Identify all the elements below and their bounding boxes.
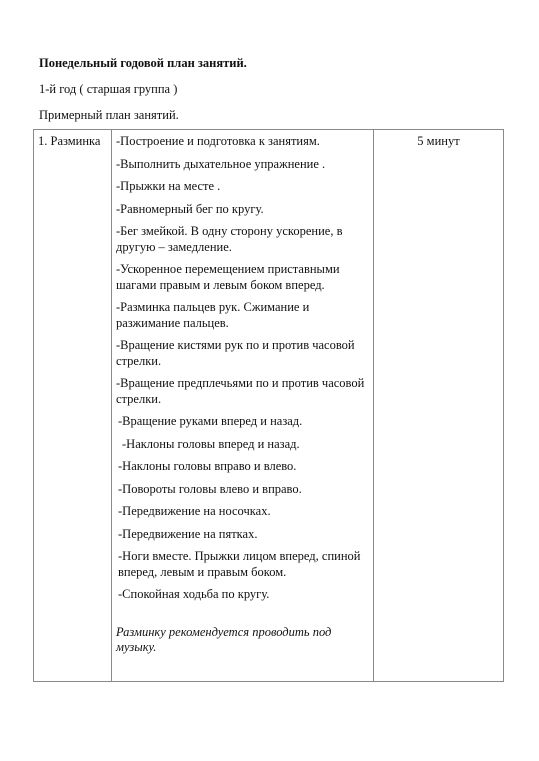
duration-cell: 5 минут (374, 130, 504, 682)
exercise-item: -Наклоны головы вперед и назад. (122, 436, 300, 451)
exercise-list-cell (112, 130, 374, 682)
plan-table (33, 129, 504, 682)
exercise-item: -Разминка пальцев рук. Сжимание и разжимание пальцев. (116, 300, 310, 330)
table-row (34, 130, 504, 682)
exercise-item: -Передвижение на носочках. (118, 504, 271, 518)
exercise-item: -Ускоренное перемещением приставными шагами правым и левым боком вперед. (116, 262, 340, 292)
plan-label: Примерный план занятий. (39, 108, 179, 122)
exercise-item: -Равномерный бег по кругу. (116, 201, 264, 216)
exercise-item: -Повороты головы влево и вправо. (118, 481, 302, 496)
exercise-item: -Вращение кистями рук по и против часовой стрелки. (116, 338, 355, 368)
exercise-item: -Построение и подготовка к занятиям. (116, 134, 320, 148)
exercise-item: -Наклоны головы вправо и влево. (118, 459, 297, 473)
exercise-item: -Спокойная ходьба по кругу. (118, 587, 270, 601)
section-name-cell: 1. Разминка (34, 130, 112, 682)
exercise-item: -Передвижение на пятках. (118, 526, 258, 541)
exercise-item: -Бег змейкой. В одну сторону ускорение, в другую – замедление. (116, 224, 343, 254)
exercise-item: -Ноги вместе. Прыжки лицом вперед, спиной вперед, левым и правым боком. (118, 549, 361, 579)
exercise-item: -Вращение руками вперед и назад. (118, 414, 303, 428)
exercise-item: -Выполнить дыхательное упражнение . (116, 156, 326, 171)
exercise-item: -Вращение предплечьями по и против часовой стрелки. (116, 376, 365, 406)
group-subtitle: 1-й год ( старшая группа ) (39, 82, 178, 96)
music-note: Разминку рекомендуется проводить под музыку. (116, 624, 332, 654)
exercise-item: -Прыжки на месте . (116, 179, 221, 193)
document-title: Понедельный годовой план занятий. (39, 56, 247, 70)
